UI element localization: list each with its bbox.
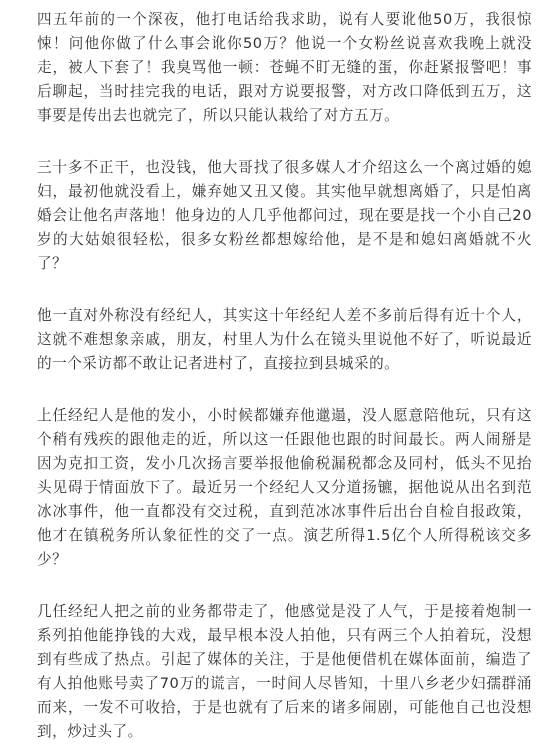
paragraph-2: 三十多不正干，也没钱，他大哥找了很多媒人才介绍这么一个离过婚的媳妇，最初他就没看上，嫌弃她又丑又傻。其实他早就想离婚了，只是怕离婚会让他名声落地！他身边的人几乎他都问过，现在要是找一个小自己20岁的大姑娘很轻松，很多女粉丝都想嫁给他，是不是和媳妇离婚就不火了？: [37, 159, 532, 272]
paragraph-3: 他一直对外称没有经纪人，其实这十年经纪人差不多前后得有近十个人，这就不难想象亲戚，朋友，村里人为什么在镜头里说他不好了，听说最近的一个采访都不敢让记者进村了，直接拉到县城采的。: [37, 307, 532, 372]
paragraph-5: 几任经纪人把之前的业务都带走了，他感觉是没了人气，于是接着炮制一系列拍他能挣钱的大戏，最早根本没人拍他，只有两三个人拍着玩，没想到有些成了热点。引起了媒体的关注，于是他便借机在媒体面前，编造了有人拍他账号卖了70万的谎言，一时间人尽皆知，十里八乡老少妇孺群涌而来，一发不可收拾，于是也就有了后来的诸多闹剧，可能他自己也没想到，炒过头了。: [37, 603, 532, 740]
paragraph-1: 四五年前的一个深夜，他打电话给我求助，说有人要讹他50万，我很惊悚！问他你做了什么事会讹你50万？他说一个女粉丝说喜欢我晚上就没走，被人下套了！我臭骂他一顿：苍蝇不盯无缝的蛋，你赶紧报警吧！事后聊起，当时挂完我的电话，跟对方说要报警，对方改口降低到五万，这事要是传出去也就完了，所以只能认栽给了对方五万。: [37, 11, 532, 124]
paragraph-4: 上任经纪人是他的发小，小时候都嫌弃他邋遢，没人愿意陪他玩，只有这个稍有残疾的跟他走的近，所以这一任跟他也跟的时间最长。两人闹掰是因为克扣工资，发小几次扬言要举报他偷税漏税都念及同村，低头不见抬头见碍于情面放下了。最近另一个经纪人又分道扬镳，据他说从出名到范冰冰事件，他一直都没有交过税，直到范冰冰事件后出台自检自报政策，他才在镇税务所认象征性的交了一点。演艺所得1.5亿个人所得税该交多少？: [37, 407, 532, 568]
